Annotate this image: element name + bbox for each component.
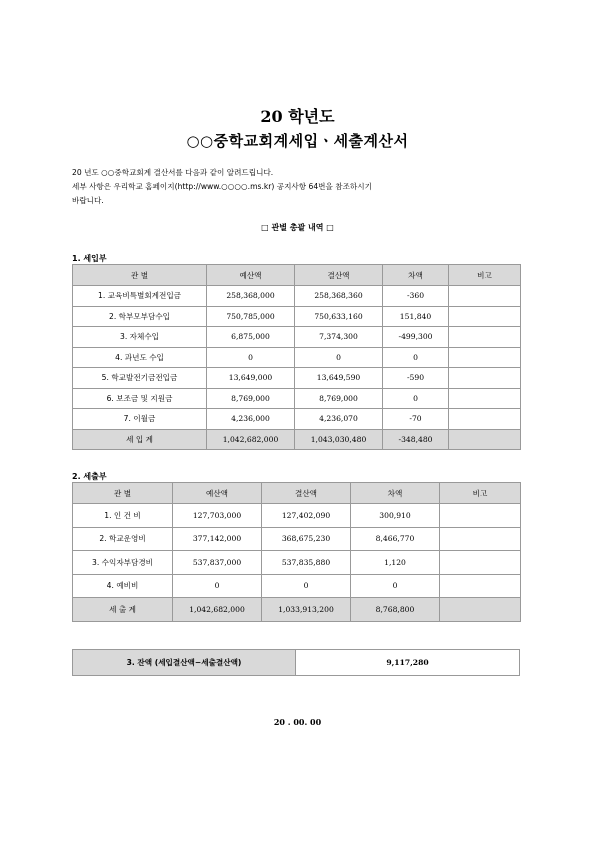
document-date: 20 . 00. 00 [273,717,322,727]
remarks-cell [440,504,521,528]
amount-cell: -360 [383,286,449,307]
table-row [73,306,521,327]
intro-paragraph [72,166,532,208]
remarks-cell [449,409,521,430]
intro-line-1: 20 년도 ○○중학교회계 결산서를 다음과 같이 알려드립니다. [72,168,274,177]
remarks-cell [449,368,521,389]
remarks-cell [449,327,521,348]
remarks-cell [440,598,521,622]
revenue-header-cell: 결산액 [295,265,383,286]
revenue-section-label: 1. 세입부 [72,254,107,263]
expenditure-header-cell: 비고 [440,483,521,504]
expenditure-header-row [73,483,521,504]
amount-cell: 0 [173,574,262,598]
revenue-header-cell: 예산액 [207,265,295,286]
remarks-cell [449,429,521,450]
amount-cell: 8,769,000 [295,388,383,409]
row-label: 1. 인 건 비 [73,504,173,528]
balance-table [72,649,520,676]
expenditure-header-cell: 관 별 [73,483,173,504]
amount-cell: 1,042,682,000 [173,598,262,622]
amount-cell: 368,675,230 [262,527,351,551]
intro-line-3: 바랍니다. [72,196,104,205]
table-row [73,551,521,575]
row-label: 2. 학교운영비 [73,527,173,551]
table-row [73,347,521,368]
row-label: 5. 학교발전기금전입금 [73,368,207,389]
amount-cell: 300,910 [351,504,440,528]
amount-cell: 377,142,000 [173,527,262,551]
remarks-cell [440,527,521,551]
amount-cell: 6,875,000 [207,327,295,348]
row-label: 3. 자체수입 [73,327,207,348]
expenditure-table [72,482,521,622]
amount-cell: 0 [351,574,440,598]
table-row [73,368,521,389]
balance-value: 9,117,280 [296,650,520,676]
amount-cell: 13,649,590 [295,368,383,389]
amount-cell: 13,649,000 [207,368,295,389]
remarks-cell [449,306,521,327]
amount-cell: 127,703,000 [173,504,262,528]
amount-cell: 1,033,913,200 [262,598,351,622]
table-row [73,527,521,551]
amount-cell: 0 [383,347,449,368]
amount-cell: 7,374,300 [295,327,383,348]
amount-cell: 537,835,880 [262,551,351,575]
amount-cell: -590 [383,368,449,389]
amount-cell: 0 [295,347,383,368]
amount-cell: 1,120 [351,551,440,575]
amount-cell: 1,043,030,480 [295,429,383,450]
table-row [73,574,521,598]
amount-cell: 750,633,160 [295,306,383,327]
amount-cell: 0 [383,388,449,409]
amount-cell: 0 [207,347,295,368]
amount-cell: -348,480 [383,429,449,450]
remarks-cell [449,286,521,307]
amount-cell: 4,236,000 [207,409,295,430]
row-label: 2. 학부모부담수입 [73,306,207,327]
row-label: 세 출 계 [73,598,173,622]
row-label: 6. 보조금 및 지원금 [73,388,207,409]
remarks-cell [449,388,521,409]
document-year-title: 20 학년도 [260,107,335,126]
amount-cell: 4,236,070 [295,409,383,430]
revenue-header-cell: 관 별 [73,265,207,286]
amount-cell: 0 [262,574,351,598]
amount-cell: 127,402,090 [262,504,351,528]
expenditure-header-cell: 차액 [351,483,440,504]
expenditure-header-cell: 예산액 [173,483,262,504]
row-label: 세 입 계 [73,429,207,450]
intro-line-2: 세부 사항은 우리학교 홈페이지(http://www.○○○○.ms.kr) 공지사항 64번을 참조하시기 [72,182,372,191]
revenue-header-cell: 비고 [449,265,521,286]
amount-cell: 8,769,000 [207,388,295,409]
remarks-cell [440,551,521,575]
amount-cell: 258,368,000 [207,286,295,307]
row-label: 7. 이월금 [73,409,207,430]
row-label: 1. 교육비특별회계전입금 [73,286,207,307]
table-row [73,286,521,307]
expenditure-header-cell: 결산액 [262,483,351,504]
table-row [73,327,521,348]
remarks-cell [449,347,521,368]
table-row [73,409,521,430]
amount-cell: 151,840 [383,306,449,327]
remarks-cell [440,574,521,598]
summary-heading: □ 관별 총괄 내역 □ [261,223,334,232]
document-title: ○○중학교회계세입ㆍ세출계산서 [186,132,409,150]
revenue-total-row [73,429,521,450]
amount-cell: 258,368,360 [295,286,383,307]
row-label: 3. 수익자부담경비 [73,551,173,575]
table-row [73,504,521,528]
amount-cell: 537,837,000 [173,551,262,575]
amount-cell: 750,785,000 [207,306,295,327]
amount-cell: 8,466,770 [351,527,440,551]
amount-cell: 1,042,682,000 [207,429,295,450]
amount-cell: -70 [383,409,449,430]
amount-cell: -499,300 [383,327,449,348]
amount-cell: 8,768,800 [351,598,440,622]
expenditure-section-label: 2. 세출부 [72,472,107,481]
row-label: 4. 예비비 [73,574,173,598]
row-label: 4. 과년도 수입 [73,347,207,368]
revenue-header-cell: 차액 [383,265,449,286]
expenditure-total-row [73,598,521,622]
table-row [73,388,521,409]
revenue-table [72,264,521,450]
revenue-header-row [73,265,521,286]
balance-label: 3. 잔액 (세입결산액−세출결산액) [73,650,296,676]
